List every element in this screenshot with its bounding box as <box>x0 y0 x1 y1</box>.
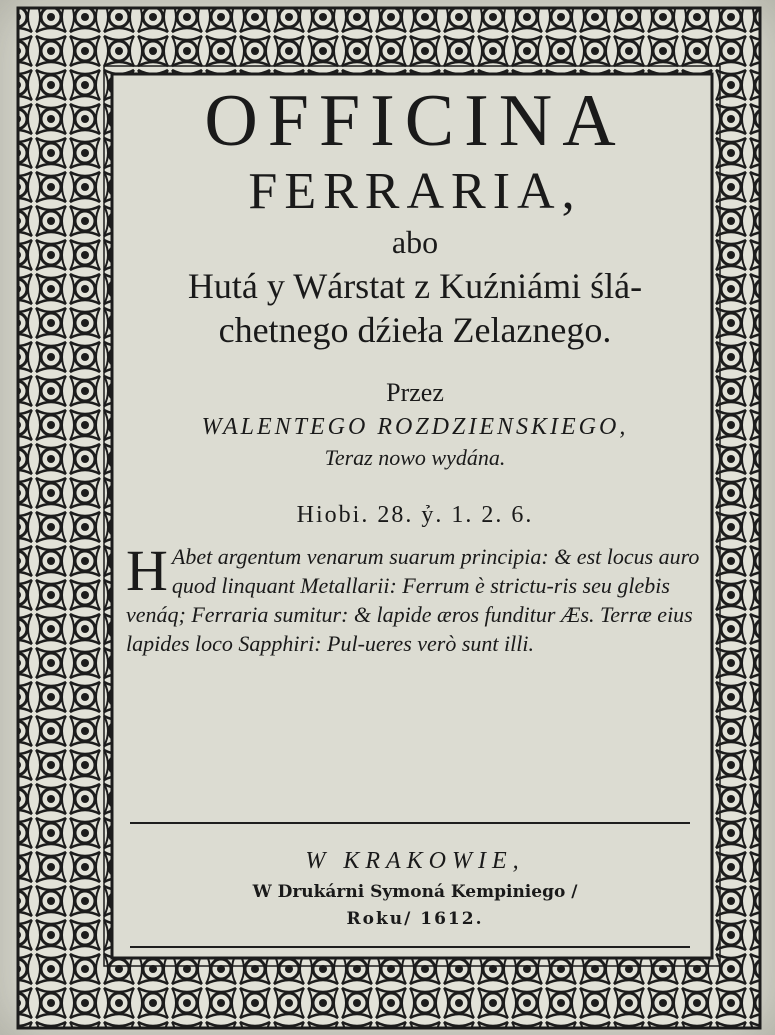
drop-cap: H <box>126 538 168 603</box>
verse-reference: Hiobi. 28. ỷ. 1. 2. 6. <box>296 502 534 528</box>
imprint-printer: W Drukárni Symoná Kempiniego / <box>252 882 578 902</box>
title-content <box>118 78 712 946</box>
bottom-rule <box>130 946 690 948</box>
top-rule <box>130 822 690 824</box>
subtitle-line-1: Hutá y Wárstat z Kuźniámi ślá- <box>187 266 643 306</box>
latin-quote <box>126 538 706 658</box>
imprint-year: Roku/ 1612. <box>346 909 484 929</box>
by-label: Przez <box>386 378 444 407</box>
quote-text: Abet argentum venarum suarum principia: & est locus auro quod linquant Metallarii: Ferrum è strictu-ris seu glebis venáq; Ferraria sumitur: & lapide æros funditur Æs. Terræ eius lapides loco Sapphiri: Pul-ueres verò sunt illi. <box>126 544 700 656</box>
subtitle-line-2: chetnego dźieła Zelaznego. <box>218 310 612 350</box>
connector-word: abo <box>391 224 439 260</box>
title-line-2: FERRARIA, <box>248 163 582 220</box>
author-name: WALENTEGO ROZDZIENSKIEGO, <box>201 414 629 440</box>
title-line-1: OFFICINA <box>204 80 626 162</box>
imprint-city: W KRAKOWIE, <box>305 848 525 874</box>
edition-note: Teraz nowo wydána. <box>324 445 506 470</box>
imprint <box>118 846 712 932</box>
